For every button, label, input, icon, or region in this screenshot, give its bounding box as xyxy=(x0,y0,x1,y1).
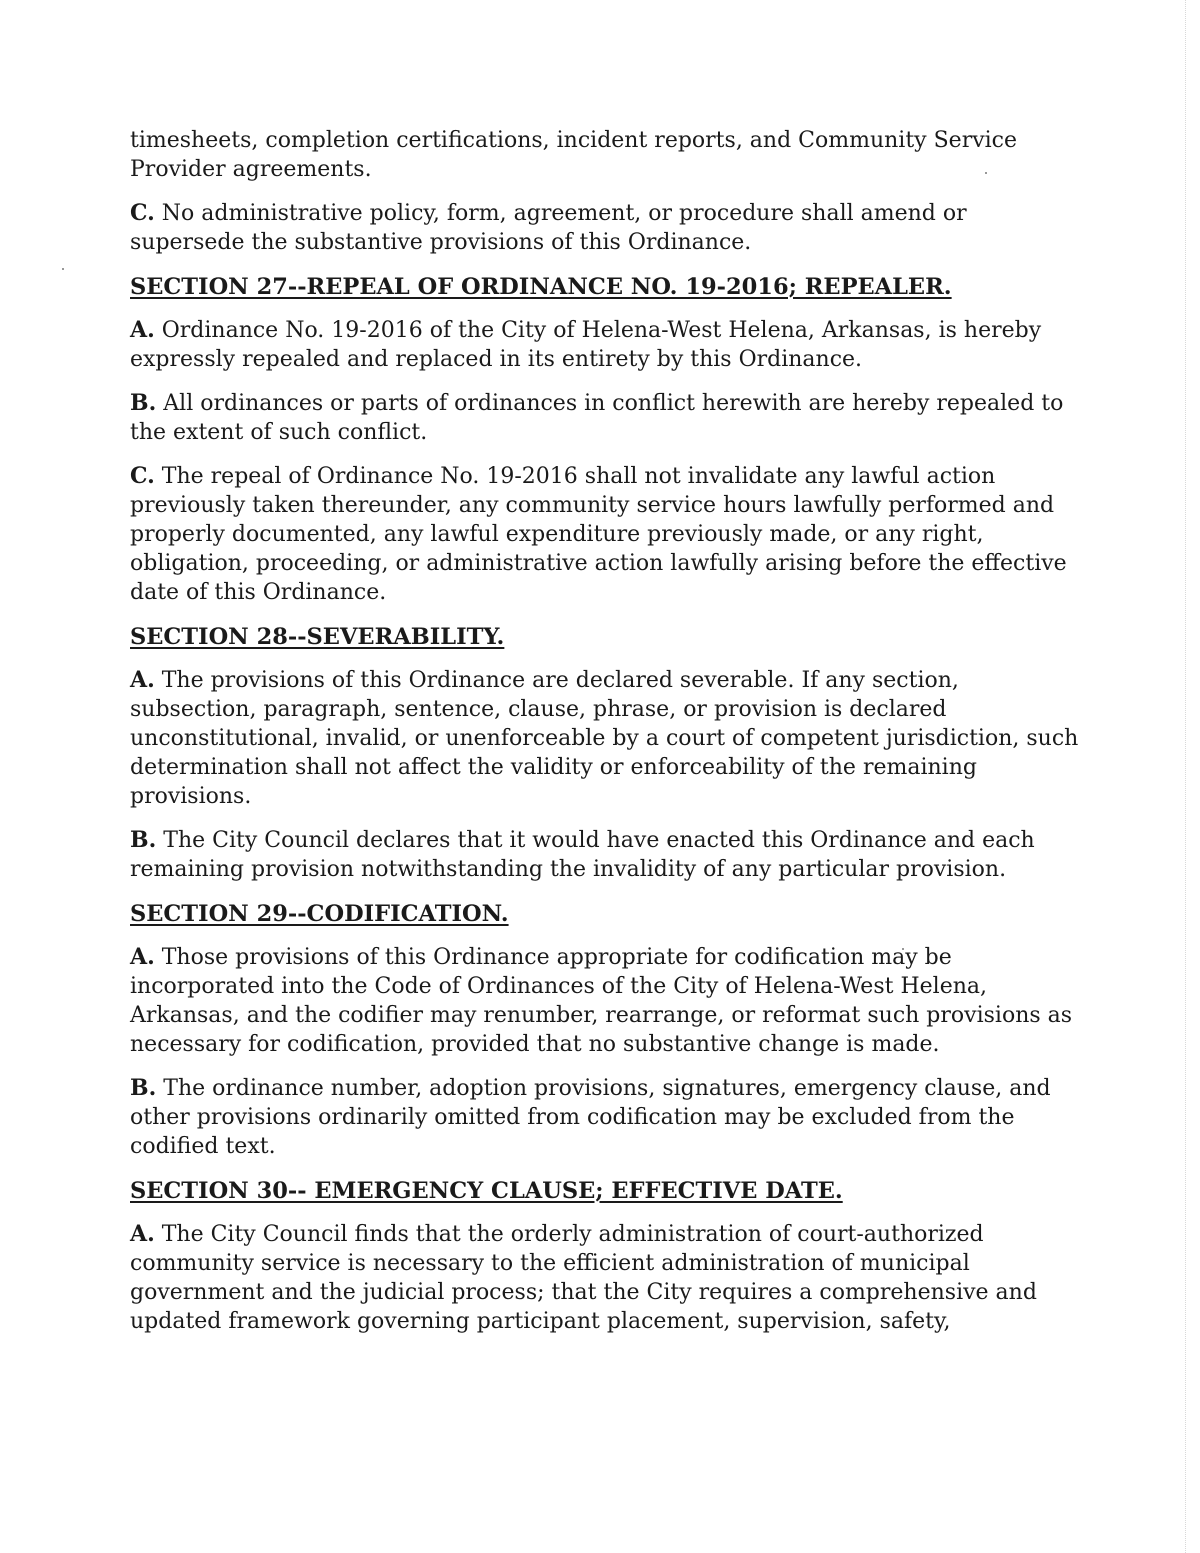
text-span: The provisions of this Ordinance are declared severable. If any section, xyxy=(161,668,959,693)
stray-mark xyxy=(62,268,64,270)
section-28-heading: SECTION 28--SEVERABILITY. xyxy=(130,624,505,650)
text-line: previously taken thereunder, any community service hours lawfully performed and xyxy=(130,493,1055,518)
text-line: necessary for codification, provided that no substantive change is made. xyxy=(130,1032,940,1057)
section-29-paragraph-a xyxy=(130,943,1073,1059)
text-line: expressly repealed and replaced in its entirety by this Ordinance. xyxy=(130,347,863,372)
section-27-paragraph-b xyxy=(130,389,1064,447)
text-span: Those provisions of this Ordinance appropriate for codification may be xyxy=(161,945,952,970)
paragraph-label: B. xyxy=(130,827,157,853)
intro-paragraph-c xyxy=(130,199,1045,257)
text-line xyxy=(130,462,1045,491)
text-span: The City Council declares that it would have enacted this Ordinance and each xyxy=(163,828,1035,853)
text-line xyxy=(130,1220,1045,1249)
text-line: community service is necessary to the efficient administration of municipal xyxy=(130,1251,970,1276)
text-line: remaining provision notwithstanding the invalidity of any particular provision. xyxy=(130,857,1007,882)
text-span: No administrative policy, form, agreement, or procedure shall amend or xyxy=(161,201,967,226)
text-line: provisions. xyxy=(130,784,252,809)
section-30-paragraph-a xyxy=(130,1220,1045,1336)
section-28-paragraph-a xyxy=(130,666,1079,811)
section-28-paragraph-b xyxy=(130,826,1045,884)
section-27-paragraph-a xyxy=(130,316,1045,374)
section-30-heading: SECTION 30-- EMERGENCY CLAUSE; EFFECTIVE DATE. xyxy=(130,1178,843,1204)
text-line xyxy=(130,1074,1051,1103)
text-span: The repeal of Ordinance No. 19-2016 shall not invalidate any lawful action xyxy=(161,464,996,489)
text-line: unconstitutional, invalid, or unenforceable by a court of competent jurisdiction, such xyxy=(130,726,1079,751)
paragraph-label: A. xyxy=(130,317,155,343)
text-line xyxy=(130,199,1045,228)
paragraph-label: C. xyxy=(130,463,155,489)
document-body xyxy=(130,126,1079,1351)
text-span: The City Council finds that the orderly administration of court-authorized xyxy=(161,1222,984,1247)
text-line: determination shall not affect the validity or enforceability of the remaining xyxy=(130,755,977,780)
text-line: obligation, proceeding, or administrative action lawfully arising before the effective xyxy=(130,551,1067,576)
paragraph-label: A. xyxy=(130,1221,155,1247)
paragraph-label: B. xyxy=(130,1075,157,1101)
paragraph-label: A. xyxy=(130,944,155,970)
intro-paragraph xyxy=(130,126,1045,184)
text-line xyxy=(130,389,1064,418)
section-27-paragraph-c xyxy=(130,462,1067,607)
text-line: supersede the substantive provisions of this Ordinance. xyxy=(130,230,752,255)
text-line: date of this Ordinance. xyxy=(130,580,387,605)
text-line xyxy=(130,826,1045,855)
text-line: other provisions ordinarily omitted from codification may be excluded from the xyxy=(130,1105,1015,1130)
text-line: codified text. xyxy=(130,1134,276,1159)
text-line: the extent of such conflict. xyxy=(130,420,428,445)
scan-edge xyxy=(1185,0,1200,1553)
text-line: updated framework governing participant placement, supervision, safety, xyxy=(130,1309,951,1334)
text-line: properly documented, any lawful expenditure previously made, or any right, xyxy=(130,522,984,547)
text-line: Provider agreements. xyxy=(130,157,372,182)
section-27-heading: SECTION 27--REPEAL OF ORDINANCE NO. 19-2016; REPEALER. xyxy=(130,274,952,300)
text-line: incorporated into the Code of Ordinances of the City of Helena-West Helena, xyxy=(130,974,987,999)
text-span: Ordinance No. 19-2016 of the City of Helena-West Helena, Arkansas, is hereby xyxy=(161,318,1042,343)
paragraph-label: A. xyxy=(130,667,155,693)
text-line: timesheets, completion certifications, incident reports, and Community Service xyxy=(130,128,1018,153)
text-span: The ordinance number, adoption provisions, signatures, emergency clause, and xyxy=(163,1076,1051,1101)
paragraph-label: B. xyxy=(130,390,157,416)
text-line: subsection, paragraph, sentence, clause, phrase, or provision is declared xyxy=(130,697,947,722)
text-line xyxy=(130,943,1045,972)
text-span: All ordinances or parts of ordinances in conflict herewith are hereby repealed to xyxy=(163,391,1064,416)
text-line: government and the judicial process; that the City requires a comprehensive and xyxy=(130,1280,1037,1305)
text-line: Arkansas, and the codifier may renumber, rearrange, or reformat such provisions as xyxy=(130,1003,1073,1028)
text-line xyxy=(130,666,1045,695)
paragraph-label: C. xyxy=(130,200,155,226)
section-29-paragraph-b xyxy=(130,1074,1051,1161)
section-29-heading: SECTION 29--CODIFICATION. xyxy=(130,901,509,927)
text-line xyxy=(130,316,1045,345)
